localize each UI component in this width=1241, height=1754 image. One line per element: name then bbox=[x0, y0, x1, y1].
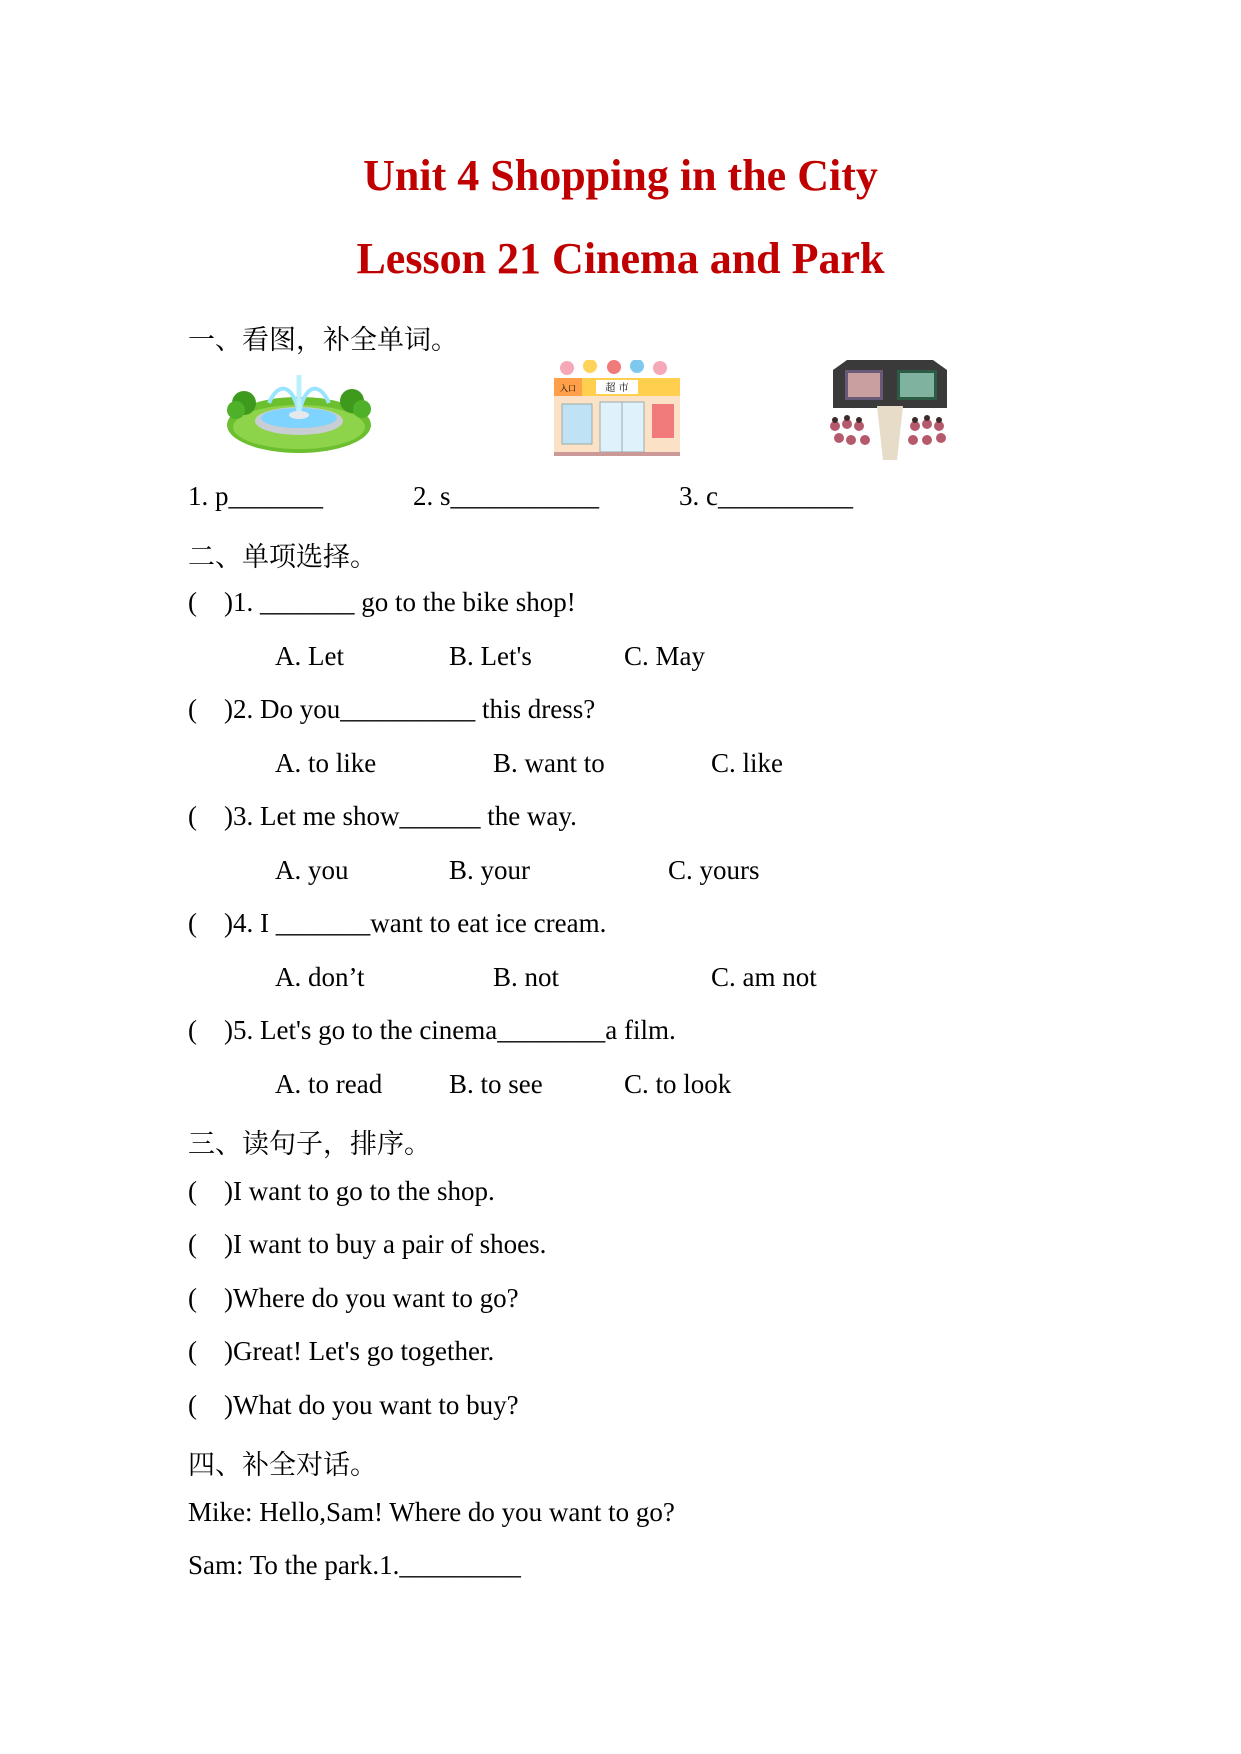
section2-heading: 二、单项选择。 bbox=[188, 542, 377, 573]
dialogue-line-1: Mike: Hello,Sam! Where do you want to go? bbox=[188, 1497, 675, 1527]
q5-option-b: B. to see bbox=[449, 1069, 543, 1099]
blank-word-1: 1. p_______ bbox=[188, 481, 323, 511]
q4-option-a: A. don’t bbox=[275, 962, 365, 992]
q3-option-c: C. yours bbox=[668, 855, 760, 885]
q2-option-c: C. like bbox=[711, 748, 783, 778]
supermarket-storefront-icon bbox=[552, 360, 682, 458]
fountain-park-icon bbox=[224, 355, 374, 455]
section4-heading: 四、补全对话。 bbox=[188, 1450, 377, 1481]
order-sentence-3: ( )Where do you want to go? bbox=[188, 1283, 519, 1313]
order-sentence-2: ( )I want to buy a pair of shoes. bbox=[188, 1229, 547, 1259]
q1-option-b: B. Let's bbox=[449, 641, 532, 671]
dialogue-line-2: Sam: To the park.1._________ bbox=[188, 1550, 521, 1580]
q4-option-b: B. not bbox=[493, 962, 560, 992]
section1-heading: 一、看图，补全单词。 bbox=[188, 325, 458, 356]
question-3: ( )3. Let me show______ the way. bbox=[188, 801, 577, 831]
q5-option-a: A. to read bbox=[275, 1069, 383, 1099]
blank-word-2: 2. s___________ bbox=[413, 481, 600, 511]
q3-option-a: A. you bbox=[275, 855, 349, 885]
shop-side-sign: 入口 bbox=[560, 384, 576, 393]
shop-sign: 超 市 bbox=[605, 383, 629, 394]
page-subtitle: Lesson 21 Cinema and Park bbox=[356, 234, 885, 283]
order-sentence-4: ( )Great! Let's go together. bbox=[188, 1336, 495, 1366]
q1-option-a: A. Let bbox=[275, 641, 344, 671]
question-1: ( )1. _______ go to the bike shop! bbox=[188, 587, 576, 617]
q5-option-c: C. to look bbox=[624, 1069, 732, 1099]
blank-word-3: 3. c__________ bbox=[679, 481, 853, 511]
q2-option-b: B. want to bbox=[493, 748, 605, 778]
q2-option-a: A. to like bbox=[275, 748, 377, 778]
cinema-icon bbox=[815, 348, 965, 463]
question-5: ( )5. Let's go to the cinema________a film. bbox=[188, 1015, 676, 1045]
order-sentence-1: ( )I want to go to the shop. bbox=[188, 1176, 495, 1206]
q1-option-c: C. May bbox=[624, 641, 705, 671]
question-2: ( )2. Do you__________ this dress? bbox=[188, 694, 596, 724]
page-title: Unit 4 Shopping in the City bbox=[363, 151, 878, 200]
q4-option-c: C. am not bbox=[711, 962, 817, 992]
section3-heading: 三、读句子，排序。 bbox=[188, 1129, 431, 1160]
q3-option-b: B. your bbox=[449, 855, 530, 885]
order-sentence-5: ( )What do you want to buy? bbox=[188, 1390, 519, 1420]
question-4: ( )4. I _______want to eat ice cream. bbox=[188, 908, 607, 938]
